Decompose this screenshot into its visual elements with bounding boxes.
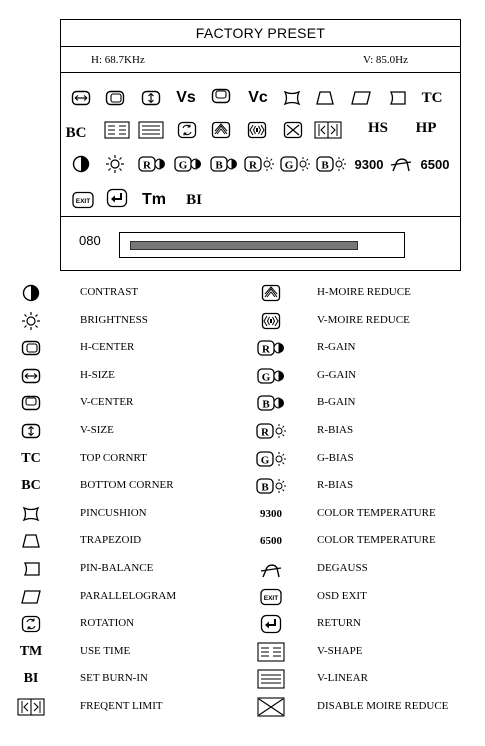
r-letter: R [261,426,269,439]
color-temp-9300-icon[interactable]: 9300 [354,156,384,172]
legend-label: G-BIAS [317,452,354,464]
osd-exit-icon[interactable] [71,189,95,211]
legend-label: B-GAIN [317,396,356,408]
v-shape-icon [256,641,286,663]
legend-label: G-GAIN [317,369,357,381]
contrast-icon[interactable] [69,153,93,175]
bi-icon[interactable]: BI [186,191,202,208]
h-moire-icon [256,282,286,304]
legend-label: H-CENTER [80,341,135,353]
legend-row [0,365,485,387]
level-bar[interactable] [119,232,405,258]
hs-icon[interactable]: HS [367,119,388,136]
legend-label: OSD EXIT [317,590,367,602]
osd-icon-grid [61,73,460,217]
use-time-icon: TM [19,644,43,659]
r-letter: R [249,159,257,172]
b-bias-icon [256,475,286,497]
legend-label: ROTATION [80,617,135,629]
legend-label: R-BIAS [317,424,354,436]
color-temp-6500-icon[interactable]: 6500 [420,156,450,172]
legend-label: SET BURN-IN [80,672,148,684]
g-bias-icon[interactable] [279,153,311,175]
legend-row [0,530,485,552]
legend-label: V-MOIRE REDUCE [317,314,410,326]
bc-icon[interactable]: BC [65,124,87,141]
legend-label: RETURN [317,617,361,629]
return-icon[interactable] [105,187,129,209]
legend-row [0,696,485,718]
legend-label: TRAPEZOID [80,534,142,546]
vs-icon[interactable]: Vs [176,89,196,106]
legend-row [0,586,485,608]
exit-text: EXIT [75,198,91,205]
legend-label: V-SIZE [80,424,114,436]
osd-panel [60,19,461,271]
g-bias-icon [256,448,286,470]
legend-label: USE TIME [80,645,131,657]
disable-moire-icon [256,696,286,718]
g-letter: G [178,159,188,172]
osd-title: FACTORY PRESET [61,20,460,47]
legend-row [0,558,485,580]
legend-label: V-LINEAR [317,672,368,684]
legend-label: FREQENT LIMIT [80,700,163,712]
frequency-row [61,47,460,73]
legend-label: DEGAUSS [317,562,368,574]
legend-label: V-SHAPE [317,645,363,657]
v-size-icon[interactable] [139,87,163,109]
legend-row [0,392,485,414]
v-linear-icon[interactable] [137,119,165,141]
r-gain-icon[interactable] [137,153,167,175]
legend-label: DISABLE MOIRE REDUCE [317,700,449,712]
g-gain-icon[interactable] [173,153,203,175]
legend-label: PIN-BALANCE [80,562,154,574]
b-letter: B [262,398,270,411]
legend-row [0,475,485,497]
pincushion-icon[interactable] [281,87,303,109]
osd-exit-icon [256,586,286,608]
hp-icon[interactable]: HP [415,119,437,136]
r-letter: R [143,159,151,172]
legend-row [0,448,485,470]
legend-row [0,420,485,442]
tc-icon[interactable]: TC [421,89,443,106]
legend-label: TOP CORNRT [80,452,147,464]
legend-label: BOTTOM CORNER [80,479,174,491]
color-temp-9300-icon: 9300 [260,508,282,520]
burn-in-icon: BI [23,671,39,686]
disable-moire-icon[interactable] [281,119,305,141]
legend-label: V-CENTER [80,396,134,408]
v-linear-icon [256,668,286,690]
b-letter: B [261,481,269,494]
return-icon [256,613,286,635]
legend-row [0,641,485,663]
pin-balance-icon[interactable] [385,87,409,109]
h-size-icon[interactable] [69,87,93,109]
b-gain-icon [256,392,286,414]
legend-label: R-BIAS [317,479,354,491]
legend-label: COLOR TEMPERATURE [317,507,436,519]
legend-row [0,668,485,690]
bottom-corner-icon: BC [21,478,41,493]
legend-label: COLOR TEMPERATURE [317,534,436,546]
b-letter: B [215,159,223,172]
tm-icon[interactable]: Tm [142,191,166,208]
degauss-icon[interactable] [389,152,413,174]
legend-row [0,613,485,635]
freq-limit-icon[interactable] [313,119,343,141]
vc-icon[interactable]: Vc [248,89,268,106]
r-bias-icon [256,420,286,442]
rotation-icon[interactable] [175,119,199,141]
legend-row [0,503,485,525]
h-frequency: H: 68.7KHz [91,54,145,66]
level-value: 080 [79,233,101,248]
legend-row [0,310,485,332]
legend-label: CONTRAST [80,286,139,298]
legend-label: PARALLELOGRAM [80,590,177,602]
h-moire-icon[interactable] [209,119,233,141]
level-bar-fill [130,241,358,250]
legend-row [0,337,485,359]
parallelogram-icon[interactable] [349,87,373,109]
v-center-icon[interactable] [209,85,233,107]
legend-label: BRIGHTNESS [80,314,148,326]
level-row [61,217,460,270]
top-corner-icon: TC [21,451,41,466]
g-letter: G [261,371,271,384]
h-center-icon[interactable] [103,87,127,109]
v-moire-icon[interactable] [245,119,269,141]
v-moire-icon [256,310,286,332]
legend-label: PINCUSHION [80,507,147,519]
g-letter: G [260,454,270,467]
legend-label: H-SIZE [80,369,115,381]
brightness-icon[interactable] [103,153,127,175]
r-letter: R [262,343,270,356]
color-temp-6500-icon: 6500 [260,535,282,547]
b-letter: B [321,159,329,172]
legend-label: R-GAIN [317,341,356,353]
g-gain-icon [256,365,286,387]
v-frequency: V: 85.0Hz [362,54,408,66]
degauss-icon [256,558,286,580]
legend-label: H-MOIRE REDUCE [317,286,411,298]
b-gain-icon[interactable] [209,153,239,175]
legend-row [0,282,485,304]
trapezoid-icon[interactable] [313,87,337,109]
r-bias-icon[interactable] [243,153,275,175]
exit-text: EXIT [263,595,279,602]
g-letter: G [284,159,294,172]
v-shape-icon[interactable] [103,119,131,141]
r-gain-icon [256,337,286,359]
b-bias-icon[interactable] [315,153,347,175]
